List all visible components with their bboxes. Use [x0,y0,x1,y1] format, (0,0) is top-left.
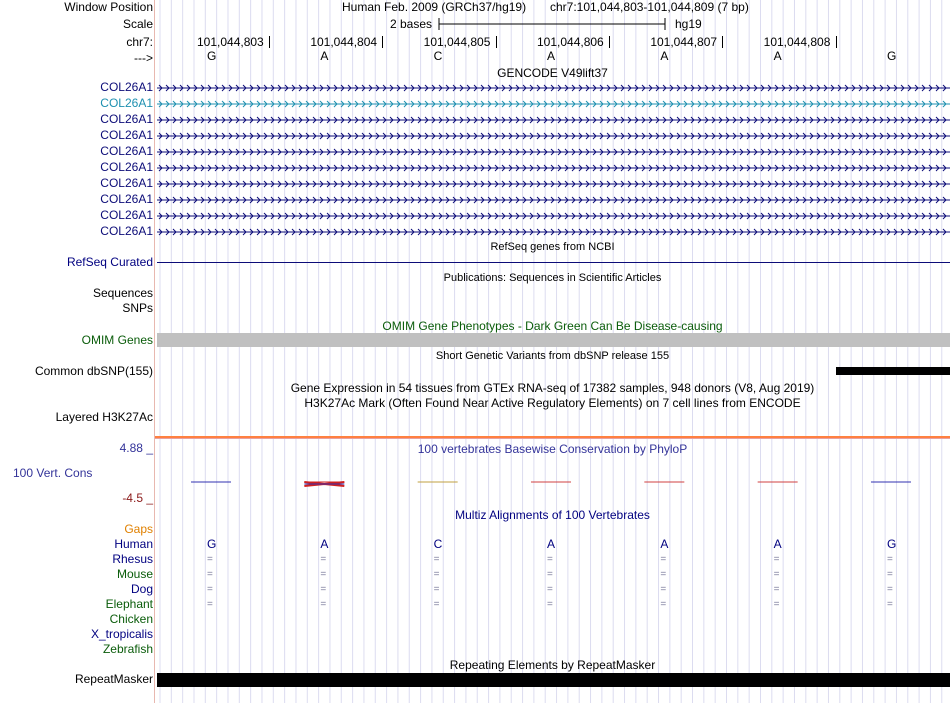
ruler-position-label: 101,044,806 [536,35,604,49]
repeatmasker-label[interactable]: RepeatMasker [74,672,153,686]
multiz-species-label[interactable]: X_tropicalis [90,627,153,641]
omim-title: OMIM Gene Phenotypes - Dark Green Can Be Disease-causing [382,319,723,333]
multiz-alignment-base: = [546,569,553,580]
multiz-species-label[interactable]: Dog [130,582,153,596]
dbsnp-label[interactable]: Common dbSNP(155) [34,364,153,378]
reference-base: A [773,49,782,63]
ruler-position-label: 101,044,804 [310,35,378,49]
omim-gene-bar[interactable] [157,333,950,347]
multiz-alignment-base: A [320,537,329,551]
multiz-alignment-base: C [433,537,443,551]
multiz-alignment-base: = [433,569,440,580]
gencode-gene-label[interactable]: COL26A1 [100,224,153,238]
ruler-tick [382,36,383,48]
multiz-alignment-base: = [660,599,667,610]
refseq-label[interactable]: RefSeq Curated [66,255,153,269]
multiz-alignment-base: = [773,599,780,610]
multiz-alignment-base: = [773,569,780,580]
multiz-alignment-base: A [546,537,555,551]
publications-snps-label[interactable]: SNPs [122,301,153,315]
multiz-alignment-base: = [320,569,327,580]
multiz-alignment-base: = [433,599,440,610]
gencode-title: GENCODE V49lift37 [497,66,608,80]
multiz-species-label[interactable]: Chicken [109,612,153,626]
multiz-alignment-base: = [207,584,213,595]
chrom-label: chr7: [126,35,153,49]
reference-base: G [207,49,217,63]
assembly-title: Human Feb. 2009 (GRCh37/hg19) [342,0,527,14]
multiz-alignment-base: = [773,554,780,565]
multiz-alignment-base: = [886,569,893,580]
gencode-gene-label[interactable]: COL26A1 [100,80,153,94]
strand-label: ---> [134,51,153,65]
multiz-alignment-base: = [660,554,667,565]
scale-label: Scale [122,17,153,31]
reference-base: A [660,49,669,63]
ruler-position-label: 101,044,807 [650,35,718,49]
phylop-min-label: -4.5 _ [122,491,153,505]
gencode-gene-label[interactable]: COL26A1 [100,96,153,110]
gencode-gene-label[interactable]: COL26A1 [100,128,153,142]
multiz-alignment-base: = [207,599,213,610]
refseq-title: RefSeq genes from NCBI [490,241,615,253]
reference-base: G [886,49,897,63]
multiz-species-label[interactable]: Rhesus [112,552,153,566]
multiz-species-label[interactable]: Zebrafish [102,642,153,656]
multiz-gaps-label[interactable]: Gaps [124,522,153,536]
phylop-label[interactable]: 100 Vert. Cons [13,466,93,480]
multiz-alignment-base: = [886,554,893,565]
multiz-alignment-base: = [660,584,667,595]
multiz-alignment-base: = [433,584,440,595]
multiz-alignment-base: = [546,584,553,595]
multiz-alignment-base: = [773,584,780,595]
gtex-title: Gene Expression in 54 tissues from GTEx RNA-seq of 17382 samples, 948 donors (V8, Aug 2019) [290,381,815,395]
multiz-species-label[interactable]: Mouse [116,567,153,581]
multiz-alignment-base: G [886,537,897,551]
ruler-tick [836,36,837,48]
ruler-position-label: 101,044,808 [763,35,831,49]
multiz-alignment-base: = [207,554,213,565]
publications-sequences-label[interactable]: Sequences [92,286,153,300]
multiz-alignment-base: = [320,554,327,565]
scale-text: 2 bases [390,17,433,31]
publications-title: Publications: Sequences in Scientific Articles [443,272,662,284]
ruler-position-label: 101,044,803 [197,35,264,49]
phylop-signal[interactable] [157,474,950,494]
multiz-alignment-base: = [207,569,213,580]
multiz-species-label[interactable]: Human [114,537,153,551]
ruler-position-label: 101,044,805 [423,35,491,49]
reference-base: A [546,49,555,63]
multiz-alignment-base: = [546,599,553,610]
multiz-alignment-base: = [433,554,440,565]
multiz-alignment-base: A [773,537,782,551]
h3k27ac-signal-line-2 [155,438,950,439]
window-position-label: Window Position [64,0,153,14]
multiz-alignment-base: A [660,537,669,551]
multiz-alignment-base: = [320,584,327,595]
h3k27ac-label[interactable]: Layered H3K27Ac [55,410,153,424]
gencode-transcripts[interactable] [157,80,950,240]
multiz-title: Multiz Alignments of 100 Vertebrates [455,508,650,522]
repeatmasker-bar[interactable] [157,673,950,687]
h3k27ac-title: H3K27Ac Mark (Often Found Near Active Regulatory Elements) on 7 cell lines from ENCODE [304,396,801,410]
multiz-alignment-base: = [886,584,893,595]
gencode-gene-label[interactable]: COL26A1 [100,208,153,222]
scale-db: hg19 [675,17,702,31]
gencode-gene-label[interactable]: COL26A1 [100,112,153,126]
ruler-tick [722,36,723,48]
multiz-alignment-base: G [207,537,217,551]
gencode-gene-label[interactable]: COL26A1 [100,192,153,206]
multiz-alignment-base: = [320,599,327,610]
reference-base: C [433,49,443,63]
reference-base: A [320,49,329,63]
multiz-species-label[interactable]: Elephant [105,597,153,611]
ruler-tick [496,36,497,48]
ruler-tick [269,36,270,48]
repeatmasker-title: Repeating Elements by RepeatMasker [449,658,656,672]
refseq-gene-line[interactable] [157,262,950,263]
dbsnp-title: Short Genetic Variants from dbSNP release 155 [435,350,670,362]
position-title: chr7:101,044,803-101,044,809 (7 bp) [550,0,749,14]
omim-label[interactable]: OMIM Genes [81,333,153,347]
gencode-gene-label[interactable]: COL26A1 [100,144,153,158]
dbsnp-variant-bar[interactable] [836,367,950,375]
phylop-title: 100 vertebrates Basewise Conservation by PhyloP [417,442,688,456]
multiz-alignment-base: = [886,599,893,610]
multiz-alignment-base: = [660,569,667,580]
gencode-gene-label[interactable]: COL26A1 [100,160,153,174]
scale-bar [438,16,668,32]
ruler-tick [609,36,610,48]
multiz-alignment-base: = [546,554,553,565]
gencode-gene-label[interactable]: COL26A1 [100,176,153,190]
phylop-max-label: 4.88 _ [119,441,153,455]
